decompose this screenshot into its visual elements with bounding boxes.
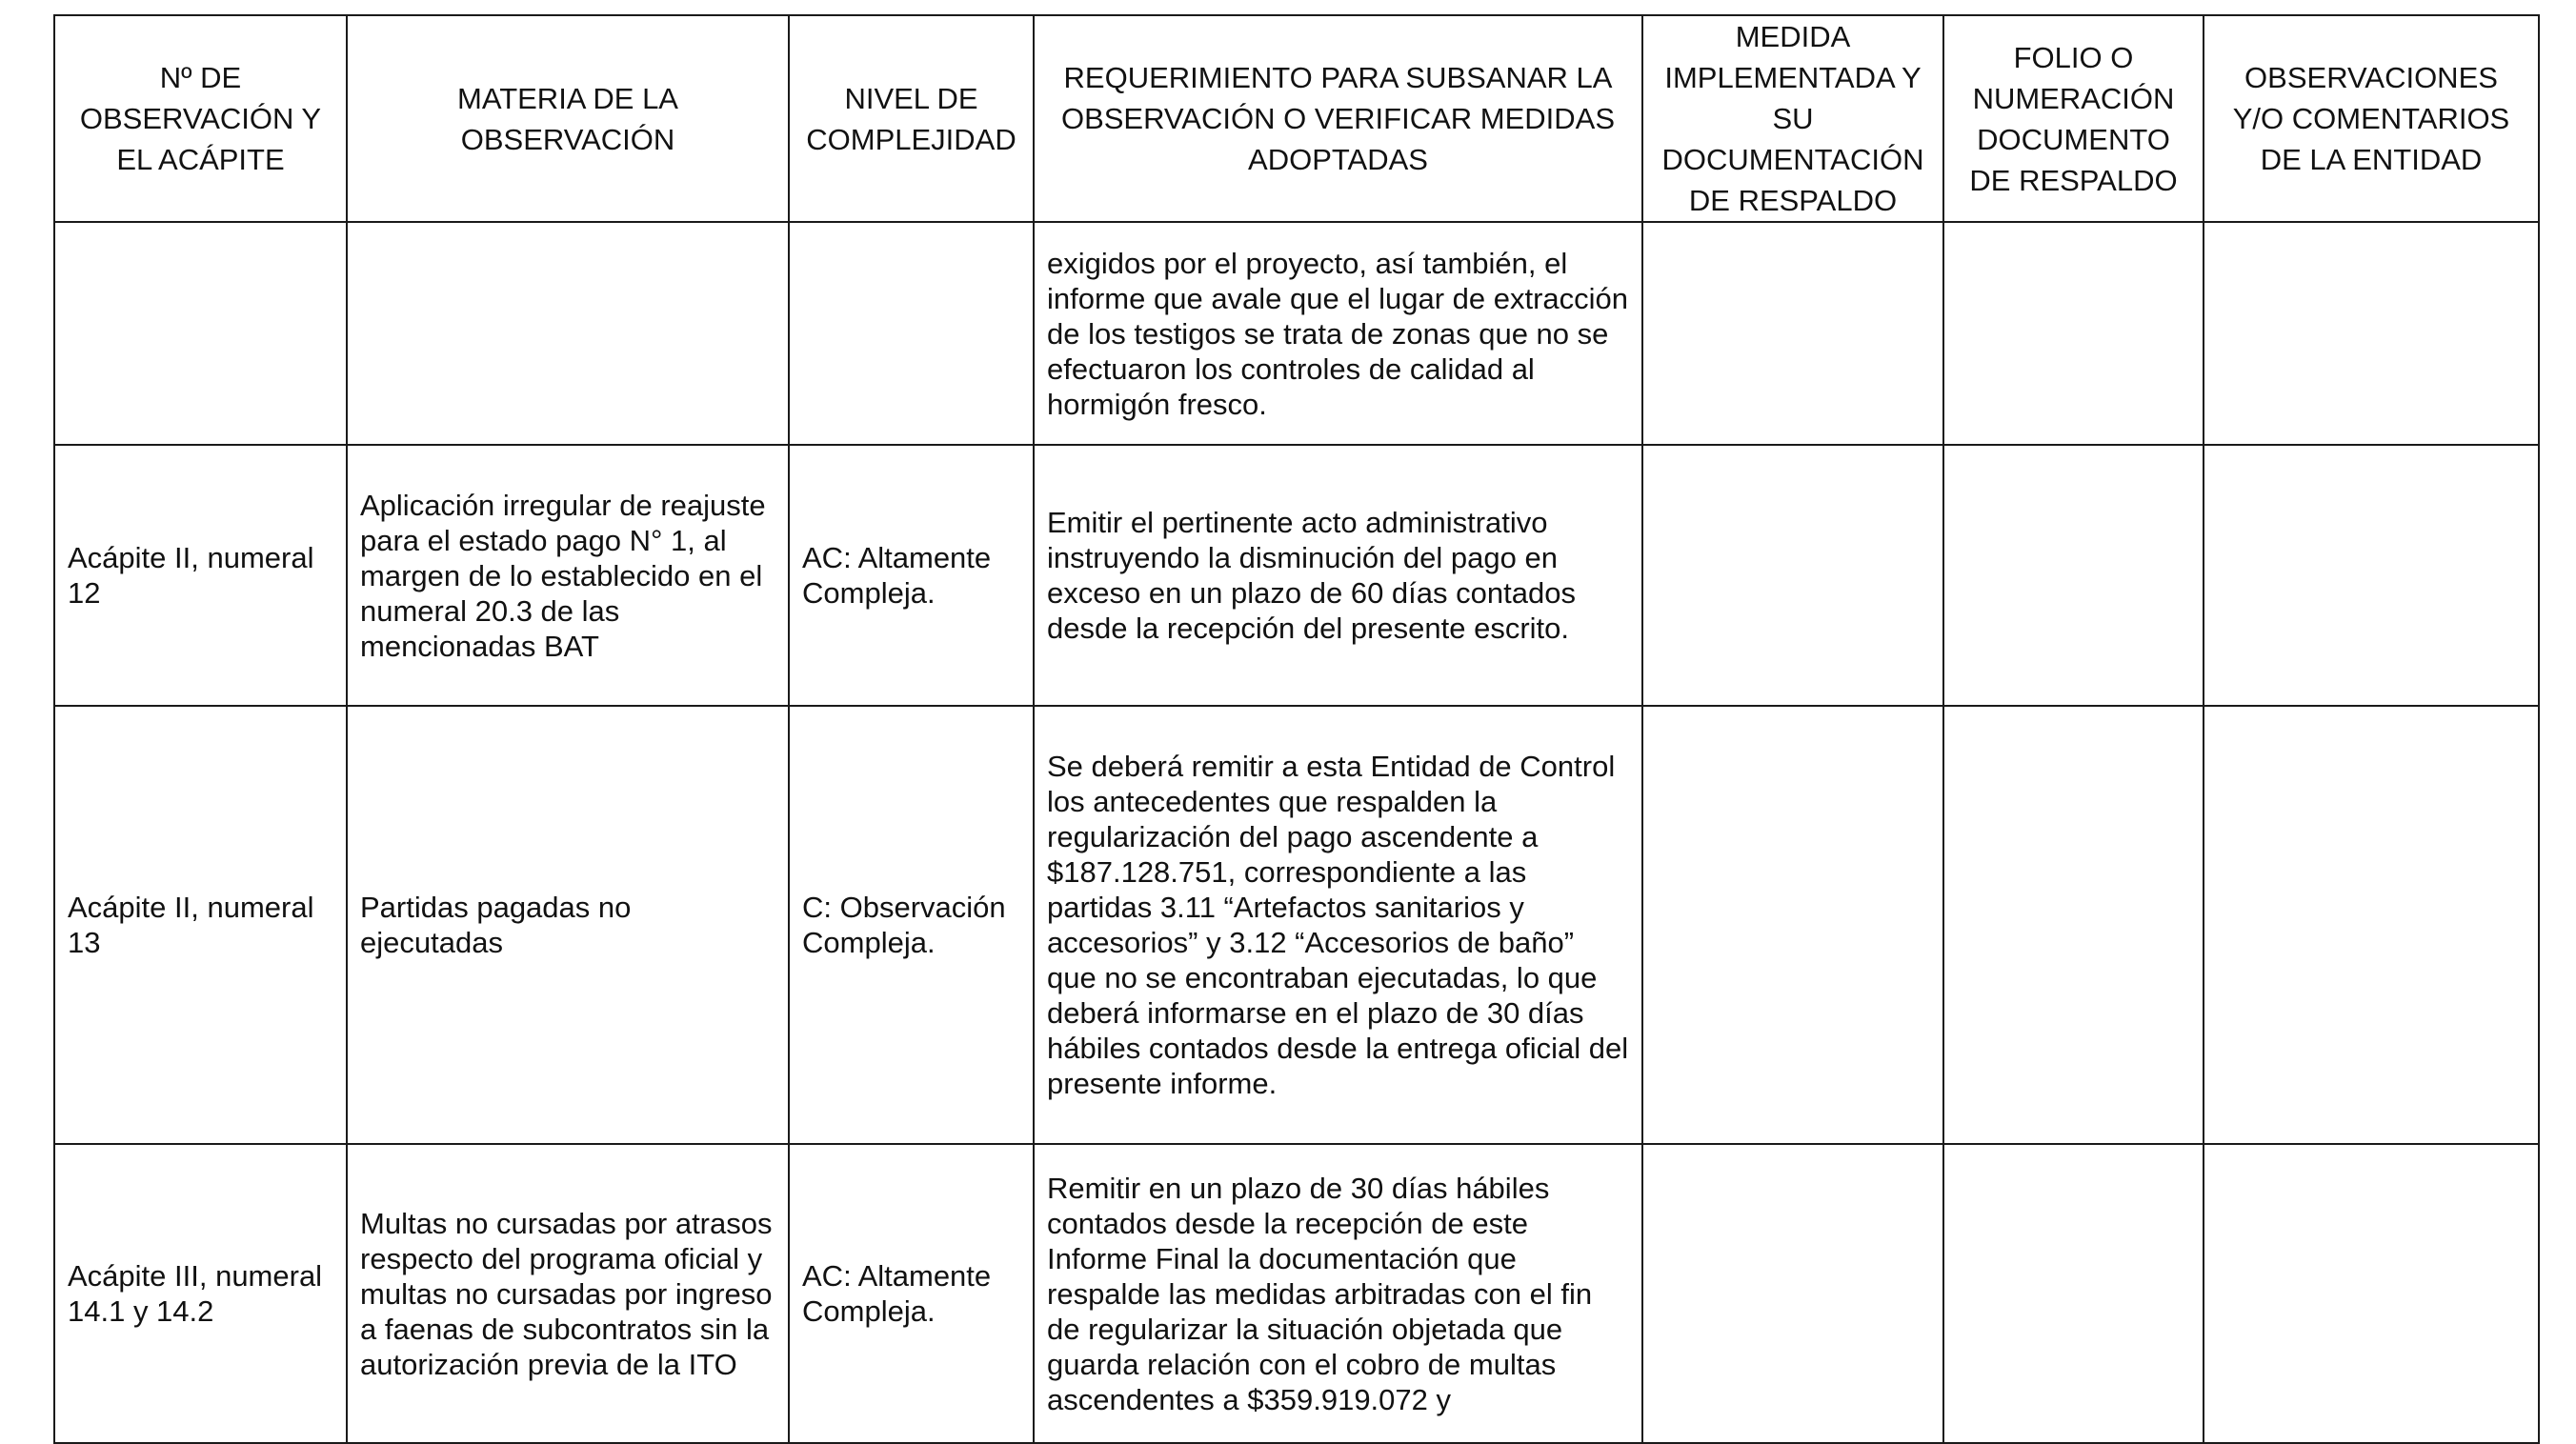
cell-numero: Acápite II, numeral 13	[54, 706, 347, 1144]
cell-requerimiento: Remitir en un plazo de 30 días hábiles contados desde la recepción de este Informe Final la documentación que respalde las medidas arbitradas con el fin de regularizar la situación objetada que guarda relación con el cobro de multas ascendentes a $359.919.072 y	[1034, 1144, 1642, 1443]
cell-numero	[54, 222, 347, 445]
cell-observaciones	[2204, 222, 2539, 445]
cell-folio	[1943, 1144, 2204, 1443]
header-row	[54, 15, 2539, 222]
cell-nivel: AC: Altamente Compleja.	[789, 1144, 1034, 1443]
observations-table	[53, 14, 2540, 1444]
header-materia: MATERIA DE LA OBSERVACIÓN	[347, 15, 789, 222]
header-numero: Nº DE OBSERVACIÓN Y EL ACÁPITE	[54, 15, 347, 222]
table-row	[54, 445, 2539, 706]
header-requerimiento: REQUERIMIENTO PARA SUBSANAR LA OBSERVACIÓN O VERIFICAR MEDIDAS ADOPTADAS	[1034, 15, 1642, 222]
cell-medida	[1642, 445, 1943, 706]
cell-materia	[347, 222, 789, 445]
header-folio: FOLIO O NUMERACIÓN DOCUMENTO DE RESPALDO	[1943, 15, 2204, 222]
cell-medida	[1642, 706, 1943, 1144]
cell-requerimiento: Se deberá remitir a esta Entidad de Control los antecedentes que respalden la regularización del pago ascendente a $187.128.751, correspondiente a las partidas 3.11 “Artefactos sanitarios y accesorios” y 3.12 “Accesorios de baño” que no se encontraban ejecutadas, lo que deberá informarse en el plazo de 30 días hábiles contados desde la entrega oficial del presente informe.	[1034, 706, 1642, 1144]
cell-nivel: C: Observación Compleja.	[789, 706, 1034, 1144]
cell-requerimiento: exigidos por el proyecto, así también, el informe que avale que el lugar de extracción de los testigos se trata de zonas que no se efectuaron los controles de calidad al hormigón fresco.	[1034, 222, 1642, 445]
table-row	[54, 1144, 2539, 1443]
cell-materia: Partidas pagadas no ejecutadas	[347, 706, 789, 1144]
cell-numero: Acápite III, numeral 14.1 y 14.2	[54, 1144, 347, 1443]
cell-nivel	[789, 222, 1034, 445]
cell-medida	[1642, 222, 1943, 445]
table-row	[54, 706, 2539, 1144]
cell-numero: Acápite II, numeral 12	[54, 445, 347, 706]
cell-folio	[1943, 222, 2204, 445]
cell-nivel: AC: Altamente Compleja.	[789, 445, 1034, 706]
cell-observaciones	[2204, 445, 2539, 706]
cell-folio	[1943, 706, 2204, 1144]
cell-folio	[1943, 445, 2204, 706]
table-row	[54, 222, 2539, 445]
cell-observaciones	[2204, 1144, 2539, 1443]
cell-materia: Aplicación irregular de reajuste para el estado pago N° 1, al margen de lo establecido en el numeral 20.3 de las mencionadas BAT	[347, 445, 789, 706]
cell-materia: Multas no cursadas por atrasos respecto del programa oficial y multas no cursadas por ingreso a faenas de subcontratos sin la autorización previa de la ITO	[347, 1144, 789, 1443]
cell-observaciones	[2204, 706, 2539, 1144]
cell-requerimiento: Emitir el pertinente acto administrativo instruyendo la disminución del pago en exceso en un plazo de 60 días contados desde la recepción del presente escrito.	[1034, 445, 1642, 706]
header-nivel: NIVEL DE COMPLEJIDAD	[789, 15, 1034, 222]
header-observaciones: OBSERVACIONES Y/O COMENTARIOS DE LA ENTIDAD	[2204, 15, 2539, 222]
cell-medida	[1642, 1144, 1943, 1443]
header-medida: MEDIDA IMPLEMENTADA Y SU DOCUMENTACIÓN DE RESPALDO	[1642, 15, 1943, 222]
